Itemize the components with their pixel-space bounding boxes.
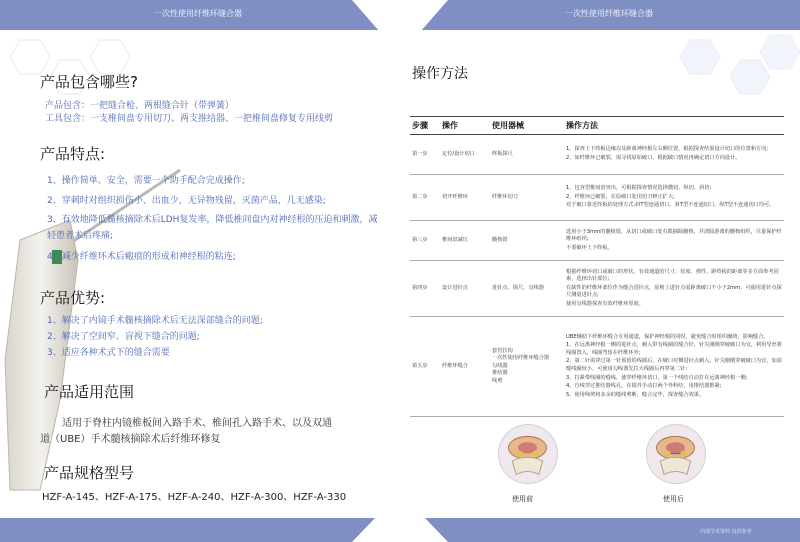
header-tool: 使用器械 — [490, 117, 564, 135]
cell-method — [564, 221, 784, 261]
watermark-text: qxw18 — [350, 491, 414, 510]
footer-note: 内部学术资料 仅供参考 — [700, 529, 752, 535]
method-line: 选用小于3mm的髓核钳，从切口或破口处有限摘除髓核，并清除游离的髓核组织，尽量保护纤维环组织; — [566, 228, 782, 243]
cell-step: 第二步 — [410, 175, 440, 221]
cell-method — [564, 317, 784, 417]
operation-title: 操作方法 — [412, 66, 468, 82]
scope-line-1: 适用于脊柱内镜椎板间入路手术、椎间孔入路手术、以及双通 — [62, 418, 332, 429]
spec-models: HZF-A-145、HZF-A-175、HZF-A-240、HZF-A-300、HZF-A-330 — [42, 492, 347, 503]
features-line-4: 轻患者术后疼痛; — [47, 231, 114, 241]
disc-after-image — [646, 424, 706, 484]
spine-disc-after-icon — [647, 425, 704, 482]
tool-line: 线剪 — [492, 377, 503, 384]
features-line-2: 2、穿刺时对组织损伤小、出血少，无异物残留，灭菌产品，几无感染; — [47, 196, 326, 206]
spine-disc-before-icon — [499, 425, 556, 482]
method-line: 1、探查上下终板边缘以及距离神经根左右侧位置，根据探查结果设计切口的位置和方向; — [566, 146, 769, 153]
cell-step: 第一步 — [410, 135, 440, 175]
method-line: 1、在远离神经根一侧的进针点，刺入带有线圈的缝合针，针尖刚刚穿破破口为宜，利用导丝将线圈置入，线圈弯留在纤维环外; — [566, 342, 782, 356]
method-line: 4、自线穿过推结器线孔，在镜外手动打两个外科结，用推结器推紧; — [566, 383, 722, 390]
tool-line: 一次性使用纤维环缝合器 — [492, 355, 550, 362]
table-row — [410, 135, 784, 175]
after-label: 使用后 — [663, 495, 684, 503]
operation-table — [410, 116, 784, 417]
cell-method — [564, 261, 784, 317]
tool-line: 勾线器 — [492, 362, 508, 369]
advantages-title: 产品优势: — [40, 289, 106, 307]
contents-line-2: 工具包含：一支椎间盘专用切刀、两支推结器、一把椎间盘修复专用线剪 — [45, 114, 334, 124]
method-line: 2、第二针需穿过第一针预留的线圈后，在破口对侧进针点刺入，针尖刚刚穿破破口为宜，如需缝线圈较小，可使用勾线器先拉大线圈后再穿第二针; — [566, 358, 782, 372]
features-title: 产品特点: — [40, 145, 106, 163]
scope-line-2: 道（UBE）手术髓核摘除术后纤维环修复 — [40, 434, 221, 445]
cell-method — [564, 175, 784, 221]
method-line: 5、使用线剪将多余的缝线剪断，缝合完毕，探查缝合效果。 — [566, 391, 705, 398]
method-line: 有缺性的纤维环部位作为缝合进针点，原则上进针点需距离破口不小于2mm，可使用进针点探尺测量进针点; — [566, 284, 782, 299]
cell-tool: 纤维环切刀 — [490, 175, 564, 221]
cell-tool: 终板探尺 — [490, 135, 564, 175]
table-row — [410, 261, 784, 317]
cell-tool: 进针点、探尺、勾线器 — [490, 261, 564, 317]
left-header-title: 一次性使用纤维环缝合器 — [154, 9, 242, 18]
contents-title: 产品包含哪些? — [40, 73, 138, 91]
advantages-line-3: 3、适应各种术式下的缝合需要 — [47, 348, 170, 358]
tool-line: 套管拉钩 — [492, 347, 513, 354]
scope-title: 产品适用范围 — [44, 383, 135, 401]
method-line: 3、拉紧带线圈的缝线，使穿纤维环切口，第一个线结自动打在远离神经根一侧; — [566, 374, 748, 381]
tool-line: 推结器 — [492, 370, 508, 377]
table-row — [410, 221, 784, 261]
header-method: 操作方法 — [564, 117, 784, 135]
cell-tool — [490, 317, 564, 417]
cell-tool: 髓核钳 — [490, 221, 564, 261]
cell-operation: 切开纤维环 — [440, 175, 490, 221]
disc-before-image — [498, 424, 558, 484]
header-step: 步骤 — [410, 117, 440, 135]
table-row — [410, 317, 784, 417]
hexagon-pattern-right — [660, 30, 800, 130]
advantages-line-2: 2、解决了空间窄、盲视下缝合的问题; — [47, 332, 200, 342]
method-line: 2、纤维环已破裂，在原破口处用切刀修正扩大; — [566, 193, 675, 200]
method-line: 对于破口靠近终板的处理方式:斜T型连通切口，斜T型不连通切口，纵T型不连通切口均可。 — [566, 202, 775, 209]
cell-step: 第三步 — [410, 221, 440, 261]
method-line: 不要破坏上下终板。 — [566, 244, 613, 251]
cell-step: 第五步 — [410, 317, 440, 417]
cell-operation: 纤维环缝合 — [440, 317, 490, 417]
cell-operation: 设计进针点 — [440, 261, 490, 317]
features-line-1: 1、操作简单、安全，需要一个助手配合完成操作; — [47, 176, 245, 186]
features-line-3: 3、有效地降低髓核摘除术后LDH复发率，降低椎间盘内对神经根的压迫和刺激，减 — [47, 215, 378, 225]
method-line: UBE辅助下纤维环缝合专用通道，保护神经根的同时，避免缝合时组织缠绕，影响缝合。 — [566, 333, 769, 340]
header-operation: 操作 — [440, 117, 490, 135]
cell-step: 第四步 — [410, 261, 440, 317]
spec-title: 产品规格型号 — [44, 464, 135, 482]
cell-operation: 定位/设计切口 — [440, 135, 490, 175]
cell-operation: 椎间盘减压 — [440, 221, 490, 261]
method-line: 1、包容型椎间盘突出，可根据探查情况选择横切、纵切、斜切; — [566, 185, 712, 192]
features-line-5: 4、减少纤维环术后瘢痕的形成和神经根的粘连; — [47, 252, 236, 262]
method-line: 2、如纤维环已破裂，需寻找原始破口，根据破口情况再确定切口方向设计。 — [566, 155, 741, 161]
right-header-title: 一次性使用纤维环缝合器 — [565, 9, 653, 18]
table-row — [410, 175, 784, 221]
before-label: 使用前 — [512, 495, 533, 503]
method-line: 使用勾线器探查有效纤维环厚度。 — [566, 300, 644, 307]
cell-method — [564, 135, 784, 175]
advantages-line-1: 1、解决了内镜手术髓核摘除术后无法深部缝合的问题; — [47, 316, 263, 326]
method-line: 根据纤维环切口或破口的形状、有效通道的尺寸、厚度、弹性、距终板的距离等多方面参考因素，选择出针部位; — [566, 268, 779, 283]
contents-line-1: 产品包含：一把缝合枪、两根缝合针（带弹簧） — [45, 101, 235, 111]
table-header-row — [410, 117, 784, 135]
